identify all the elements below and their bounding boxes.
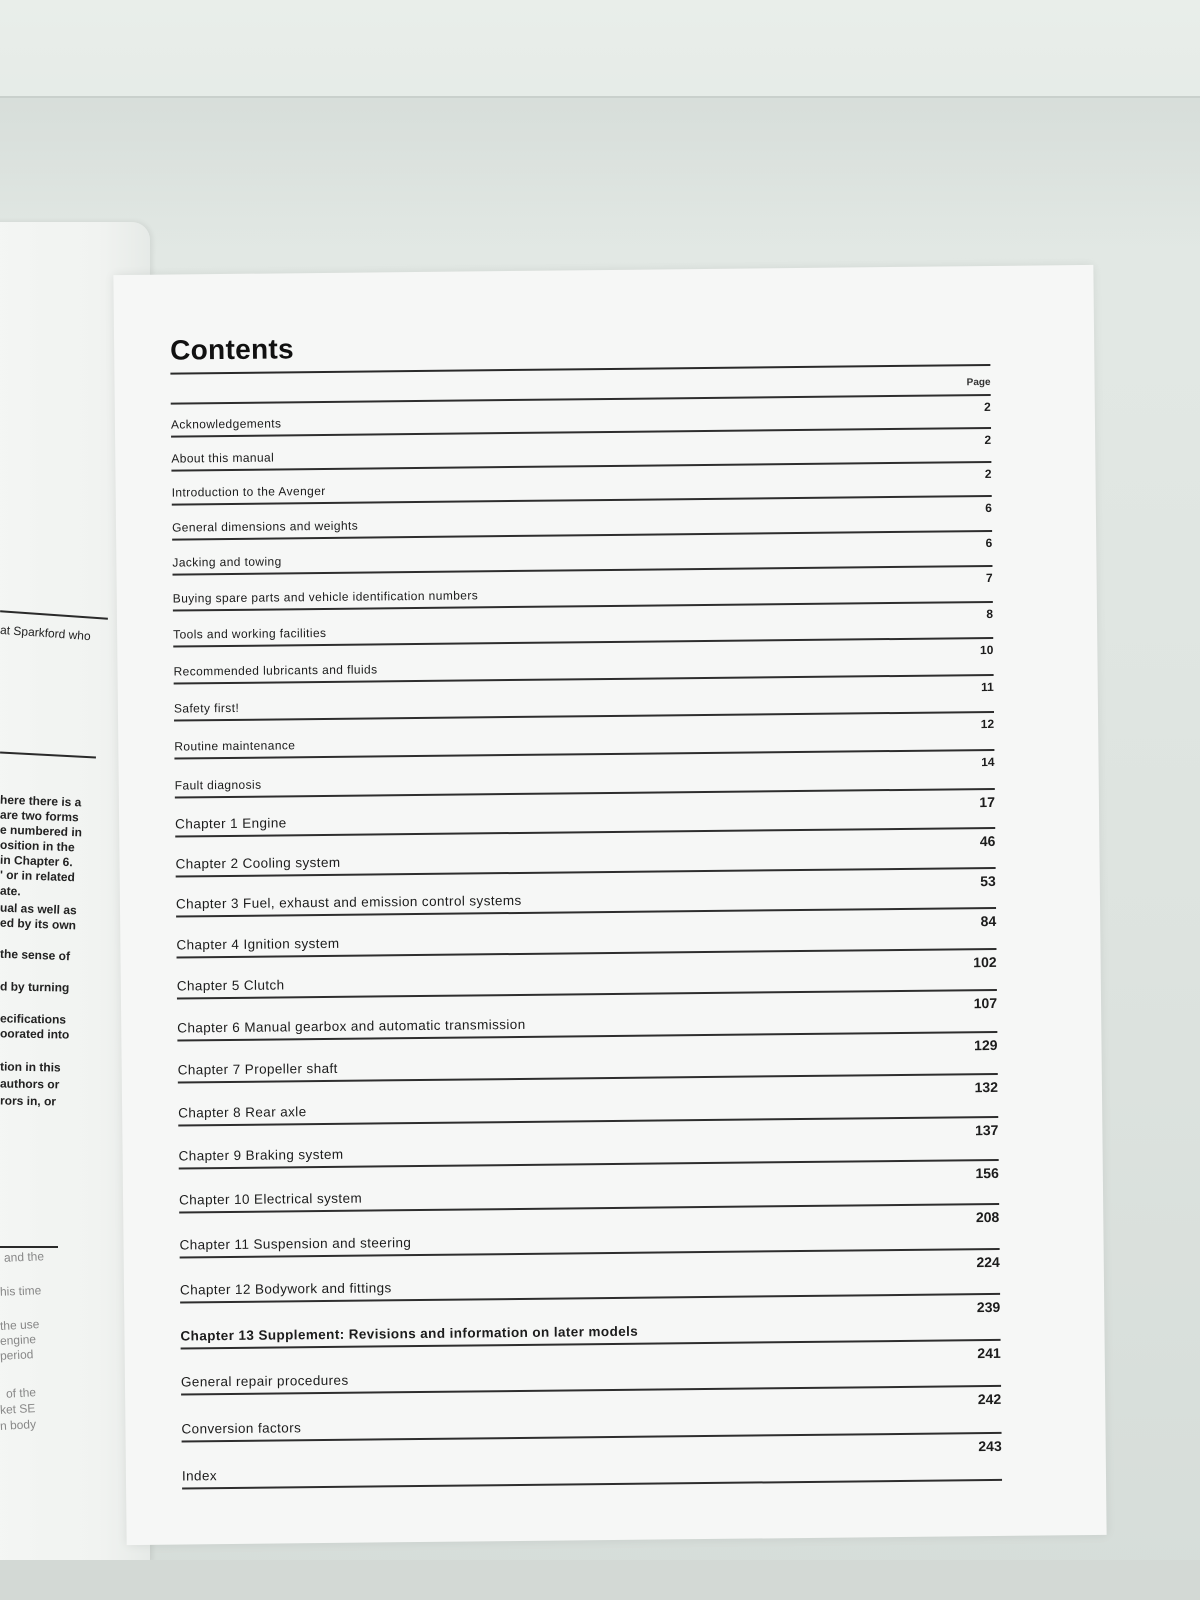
- entry-title: Jacking and towing: [172, 554, 282, 570]
- facing-page-text: tion in this: [0, 1059, 61, 1075]
- facing-page-text: ' or in related: [0, 867, 76, 885]
- page-title: Contents: [170, 333, 295, 366]
- facing-page-rule: [0, 610, 108, 620]
- facing-page-text: ket SE: [0, 1401, 36, 1417]
- entry-title: Chapter 1 Engine: [175, 815, 287, 832]
- entry-page-number: 2: [984, 432, 992, 448]
- facing-page-text: and the: [3, 1249, 45, 1265]
- entry-page-number: 224: [976, 1253, 1000, 1271]
- entry-title: Chapter 8 Rear axle: [178, 1104, 307, 1121]
- entry-title: Index: [181, 1468, 218, 1484]
- entry-page-number: 46: [979, 832, 996, 850]
- entry-title: Tools and working facilities: [173, 625, 327, 642]
- entry-title: Chapter 3 Fuel, exhaust and emission control systems: [175, 892, 522, 912]
- entry-page-number: 156: [975, 1164, 999, 1182]
- facing-page-text: of the: [5, 1385, 37, 1401]
- facing-page-text: e numbered in: [0, 822, 83, 840]
- entry-page-number: 2: [984, 466, 992, 482]
- facing-page-text: in Chapter 6.: [0, 852, 73, 870]
- facing-page-rule: [0, 1246, 58, 1248]
- facing-page-text: the sense of: [0, 946, 71, 964]
- entry-title: Fault diagnosis: [174, 777, 262, 793]
- facing-page-text: engine: [0, 1332, 37, 1348]
- facing-page-text: rors in, or: [0, 1093, 57, 1109]
- entry-title: Chapter 11 Suspension and steering: [179, 1235, 412, 1253]
- entry-page-number: 208: [975, 1208, 1000, 1226]
- entry-page-number: 8: [986, 606, 994, 622]
- entry-page-number: 14: [981, 754, 995, 770]
- entry-page-number: 6: [985, 535, 993, 551]
- facing-page-text: ate.: [0, 883, 21, 899]
- facing-page-text: the use: [0, 1316, 40, 1334]
- table-surface: [0, 1560, 1200, 1600]
- entry-title: Chapter 9 Braking system: [178, 1146, 344, 1164]
- entry-page-number: 53: [980, 872, 996, 890]
- contents-page: [113, 265, 1106, 1545]
- entry-page-number: 7: [985, 570, 993, 586]
- facing-page-text: oorated into: [0, 1026, 70, 1042]
- entry-title: Chapter 10 Electrical system: [178, 1190, 363, 1208]
- entry-page-number: 84: [980, 912, 997, 930]
- entry-page-number: 132: [974, 1078, 999, 1096]
- entry-page-number: 11: [980, 679, 994, 695]
- facing-page-text: at Sparkford who: [0, 622, 92, 644]
- entry-title: Routine maintenance: [174, 738, 296, 754]
- contents-entry: [182, 1432, 1002, 1488]
- facing-page-text: ual as well as: [0, 900, 77, 918]
- facing-page-text: d by turning: [0, 979, 70, 995]
- entry-title: Chapter 13 Supplement: Revisions and information on later models: [180, 1323, 639, 1344]
- contents-entry: [181, 1385, 1001, 1441]
- facing-page-text: ecifications: [0, 1011, 67, 1027]
- entry-title: General dimensions and weights: [171, 518, 359, 535]
- entry-page-number: 243: [978, 1437, 1002, 1455]
- facing-page-text: ed by its own: [0, 915, 77, 933]
- entry-title: Chapter 4 Ignition system: [176, 935, 340, 953]
- entry-title: Acknowledgements: [170, 416, 282, 432]
- entry-title: Conversion factors: [181, 1420, 302, 1437]
- entry-page-number: 12: [980, 716, 995, 732]
- contents-list: [171, 394, 1002, 1488]
- entry-page-number: 17: [979, 793, 996, 811]
- entry-title: Chapter 12 Bodywork and fittings: [179, 1280, 392, 1298]
- facing-page-text: osition in the: [0, 837, 75, 855]
- entry-page-number: 239: [976, 1298, 1001, 1316]
- entry-title: Chapter 2 Cooling system: [175, 854, 341, 872]
- entry-page-number: 2: [984, 399, 991, 415]
- facing-page-text: authors or: [0, 1076, 60, 1092]
- entry-page-number: 107: [973, 994, 998, 1012]
- facing-page-text: are two forms: [0, 807, 79, 825]
- facing-page-text: period: [0, 1347, 34, 1363]
- entry-page-number: 137: [974, 1121, 999, 1139]
- facing-page-text: here there is a: [0, 792, 82, 810]
- facing-page-text: his time: [0, 1283, 42, 1299]
- entry-title: Chapter 7 Propeller shaft: [177, 1060, 338, 1078]
- entry-page-number: 6: [985, 500, 992, 516]
- entry-page-number: 241: [977, 1344, 1001, 1362]
- background-shade: [0, 98, 1200, 258]
- entry-page-number: 102: [973, 953, 997, 971]
- entry-title: General repair procedures: [180, 1372, 349, 1390]
- facing-page-rule: [0, 751, 96, 758]
- entry-title: Safety first!: [173, 700, 240, 716]
- entry-title: Chapter 6 Manual gearbox and automatic transmission: [177, 1016, 526, 1036]
- entry-title: Introduction to the Avenger: [171, 483, 326, 500]
- entry-page-number: 242: [977, 1390, 1002, 1408]
- entry-title: Chapter 5 Clutch: [176, 977, 285, 994]
- entry-title: Recommended lubricants and fluids: [173, 662, 378, 679]
- entry-page-number: 129: [974, 1036, 998, 1054]
- page-column-header: Page: [966, 376, 991, 389]
- entry-title: About this manual: [171, 450, 275, 466]
- entry-title: Buying spare parts and vehicle identification numbers: [172, 588, 479, 606]
- contents-block: [170, 326, 1002, 1490]
- facing-page-text: n body: [0, 1417, 37, 1433]
- entry-page-number: 10: [979, 642, 994, 658]
